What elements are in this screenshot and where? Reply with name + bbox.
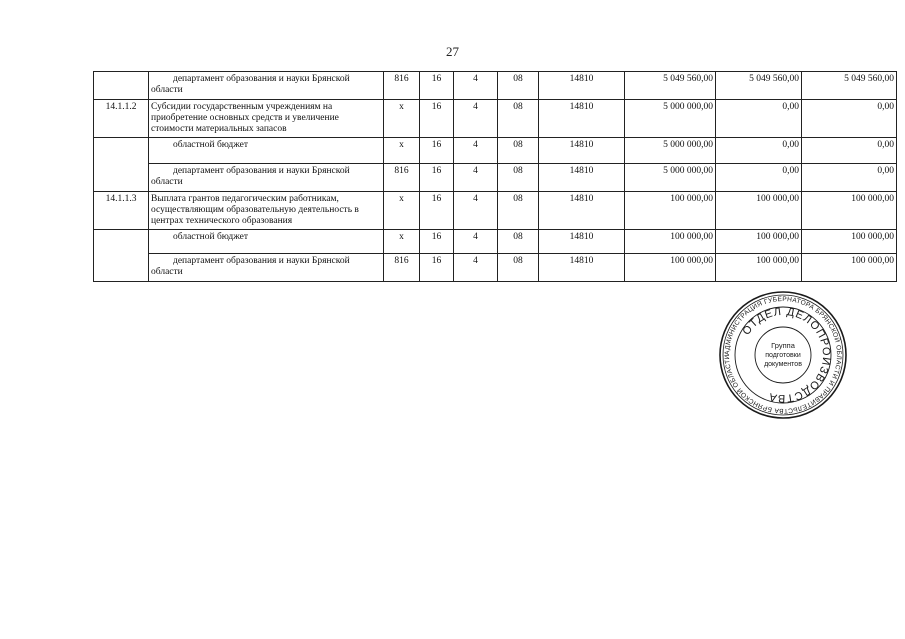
budget-table xyxy=(93,71,897,282)
target-code: 08 xyxy=(498,254,539,282)
row-code: 14.1.1.2 xyxy=(94,100,149,138)
row-name: Выплата грантов педагогическим работникам, осуществляющим образовательную деятельность в центрах технического образования xyxy=(149,192,384,230)
table-row xyxy=(94,230,897,254)
row-name xyxy=(149,72,384,100)
subsection-code: 4 xyxy=(454,192,498,230)
amount-year-2: 100 000,00 xyxy=(716,230,802,254)
subsection-code: 4 xyxy=(454,164,498,192)
row-code xyxy=(94,138,149,164)
table-body xyxy=(94,72,897,282)
table-row xyxy=(94,72,897,100)
target-code: 08 xyxy=(498,72,539,100)
amount-year-1: 5 000 000,00 xyxy=(625,164,716,192)
row-name xyxy=(149,254,384,282)
row-code xyxy=(94,164,149,192)
row-name: областной бюджет xyxy=(149,138,384,164)
expense-code: 14810 xyxy=(539,100,625,138)
section-code: 16 xyxy=(420,254,454,282)
row-name-line: департамент образования и науки Брянской xyxy=(173,166,350,176)
admin-code: х xyxy=(384,138,420,164)
row-code xyxy=(94,72,149,100)
amount-year-2: 0,00 xyxy=(716,100,802,138)
amount-year-1: 5 000 000,00 xyxy=(625,138,716,164)
amount-year-3: 100 000,00 xyxy=(802,230,897,254)
amount-year-3: 100 000,00 xyxy=(802,192,897,230)
section-code: 16 xyxy=(420,230,454,254)
table-row xyxy=(94,164,897,192)
amount-year-2: 100 000,00 xyxy=(716,192,802,230)
subsection-code: 4 xyxy=(454,254,498,282)
amount-year-2: 0,00 xyxy=(716,138,802,164)
amount-year-1: 100 000,00 xyxy=(625,230,716,254)
amount-year-3: 100 000,00 xyxy=(802,254,897,282)
amount-year-1: 100 000,00 xyxy=(625,254,716,282)
amount-year-3: 0,00 xyxy=(802,100,897,138)
table-row xyxy=(94,100,897,138)
stamp-ring-text: ОТДЕЛ ДЕЛОПРОИЗВОДСТВА xyxy=(740,305,833,405)
expense-code: 14810 xyxy=(539,230,625,254)
table-row xyxy=(94,254,897,282)
target-code: 08 xyxy=(498,192,539,230)
row-name-continued: области xyxy=(151,85,183,95)
target-code: 08 xyxy=(498,164,539,192)
row-name: Субсидии государственным учреждениям на приобретение основных средств и увеличение стоимости материальных запасов xyxy=(149,100,384,138)
expense-code: 14810 xyxy=(539,192,625,230)
admin-code: х xyxy=(384,230,420,254)
expense-code: 14810 xyxy=(539,164,625,192)
target-code: 08 xyxy=(498,100,539,138)
amount-year-1: 5 049 560,00 xyxy=(625,72,716,100)
section-code: 16 xyxy=(420,164,454,192)
stamp-outer-text: АДМИНИСТРАЦИЯ ГУБЕРНАТОРА БРЯНСКОЙ ОБЛАСТИ И ПРАВИТЕЛЬСТВА БРЯНСКОЙ ОБЛАСТИ xyxy=(723,295,843,415)
row-code xyxy=(94,254,149,282)
stamp-center-line3: документов xyxy=(764,361,802,368)
amount-year-1: 100 000,00 xyxy=(625,192,716,230)
row-name-continued: области xyxy=(151,267,183,277)
section-code: 16 xyxy=(420,138,454,164)
expense-code: 14810 xyxy=(539,138,625,164)
admin-code: 816 xyxy=(384,164,420,192)
row-name-continued: области xyxy=(151,177,183,187)
page-number: 27 xyxy=(446,44,459,59)
subsection-code: 4 xyxy=(454,72,498,100)
admin-code: 816 xyxy=(384,254,420,282)
amount-year-2: 5 049 560,00 xyxy=(716,72,802,100)
amount-year-3: 5 049 560,00 xyxy=(802,72,897,100)
table-row xyxy=(94,192,897,230)
amount-year-2: 0,00 xyxy=(716,164,802,192)
stamp-center-line2: подготовки xyxy=(765,352,801,359)
row-name: областной бюджет xyxy=(149,230,384,254)
stamp-seal xyxy=(718,290,848,420)
subsection-code: 4 xyxy=(454,230,498,254)
section-code: 16 xyxy=(420,72,454,100)
admin-code: х xyxy=(384,100,420,138)
amount-year-1: 5 000 000,00 xyxy=(625,100,716,138)
target-code: 08 xyxy=(498,230,539,254)
subsection-code: 4 xyxy=(454,138,498,164)
expense-code: 14810 xyxy=(539,72,625,100)
admin-code: х xyxy=(384,192,420,230)
expense-code: 14810 xyxy=(539,254,625,282)
office-stamp xyxy=(718,290,848,420)
row-code xyxy=(94,230,149,254)
row-name-line: департамент образования и науки Брянской xyxy=(173,74,350,84)
admin-code: 816 xyxy=(384,72,420,100)
amount-year-2: 100 000,00 xyxy=(716,254,802,282)
section-code: 16 xyxy=(420,192,454,230)
row-name-line: департамент образования и науки Брянской xyxy=(173,256,350,266)
amount-year-3: 0,00 xyxy=(802,138,897,164)
section-code: 16 xyxy=(420,100,454,138)
row-name xyxy=(149,164,384,192)
target-code: 08 xyxy=(498,138,539,164)
table-row xyxy=(94,138,897,164)
stamp-center-line1: Группа xyxy=(771,341,795,350)
amount-year-3: 0,00 xyxy=(802,164,897,192)
row-code: 14.1.1.3 xyxy=(94,192,149,230)
subsection-code: 4 xyxy=(454,100,498,138)
